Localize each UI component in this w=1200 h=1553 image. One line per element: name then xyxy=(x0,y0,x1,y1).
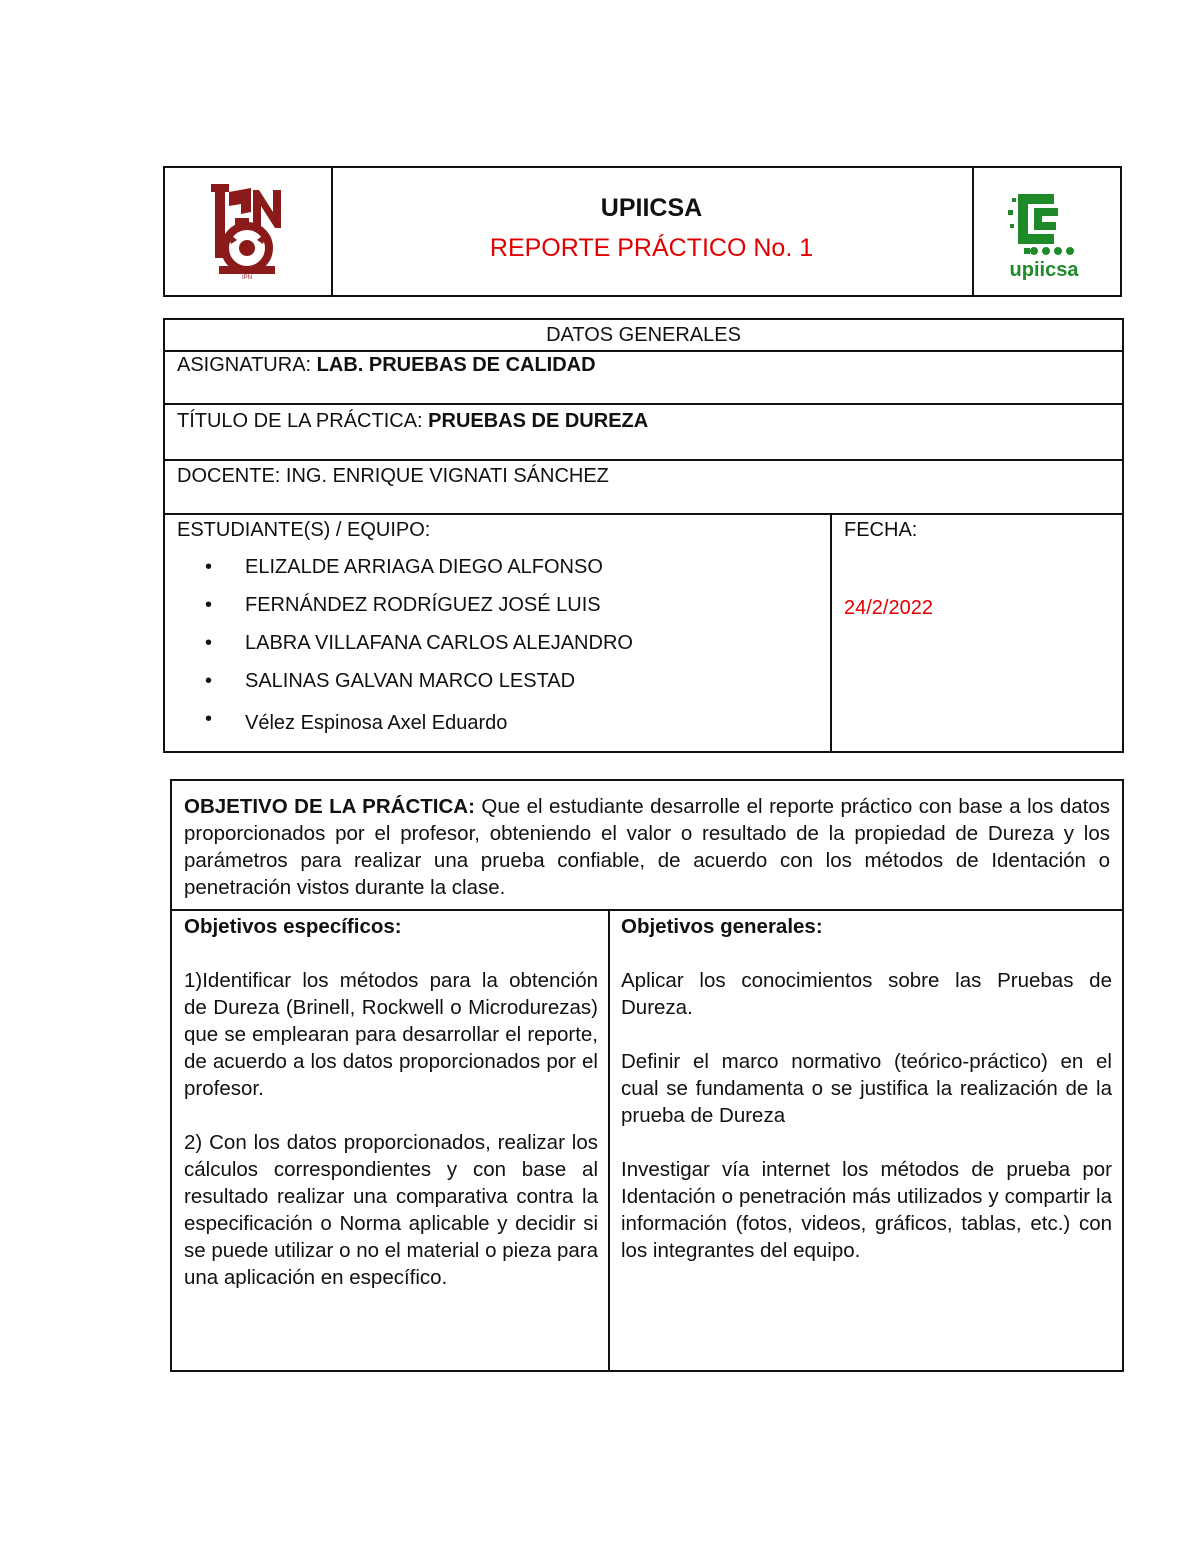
subject-row xyxy=(165,354,1122,377)
specific-objectives-heading: Objetivos específicos: xyxy=(184,915,402,938)
report-title: REPORTE PRÁCTICO No. 1 xyxy=(489,234,814,262)
list-item: • ELIZALDE ARRIAGA DIEGO ALFONSO xyxy=(205,555,633,593)
general-data-heading: DATOS GENERALES xyxy=(546,324,741,346)
list-item: 2) Con los datos proporcionados, realizar los cálculos correspondientes y con base al resultado realizar una comparativa contra la especificación o Norma aplicable y decidir si se puede utilizar o no el material o pieza para una aplicación en específico. xyxy=(184,1131,598,1289)
practice-objective-label: OBJETIVO DE LA PRÁCTICA: xyxy=(184,795,482,818)
list-item: Definir el marco normativo (teórico-práctico) en el cual se fundamenta o se justifica la realización de la prueba de Dureza xyxy=(621,1050,1112,1127)
general-objectives xyxy=(621,913,1112,1291)
subject-label: ASIGNATURA: xyxy=(177,354,317,376)
ipn-logo xyxy=(207,182,287,280)
list-item: • SALINAS GALVAN MARCO LESTAD xyxy=(205,669,633,707)
practice-title-value: PRUEBAS DE DUREZA xyxy=(428,410,649,432)
students-list xyxy=(205,555,633,749)
header-table xyxy=(163,166,1122,297)
teacher-row: DOCENTE: ING. ENRIQUE VIGNATI SÁNCHEZ xyxy=(177,465,609,487)
students-cell xyxy=(165,515,832,751)
title-cell xyxy=(331,168,974,295)
list-item: Investigar vía internet los métodos de prueba por Identación o penetración más utilizados y compartir la información (fotos, videos, gráficos, tablas, etc.) con los integrantes del equipo. xyxy=(621,1158,1112,1262)
list-item: • Vélez Espinosa Axel Eduardo xyxy=(205,707,633,749)
upiicsa-logo xyxy=(998,184,1088,284)
general-objectives-heading: Objetivos generales: xyxy=(621,915,823,938)
date-value: 24/2/2022 xyxy=(844,597,933,619)
specific-objectives xyxy=(184,913,598,1318)
date-label: FECHA: xyxy=(844,519,918,541)
objectives-table xyxy=(170,779,1124,1372)
svg-text:upiicsa: upiicsa xyxy=(1009,259,1079,281)
general-data-table xyxy=(163,318,1124,753)
list-item: • FERNÁNDEZ RODRÍGUEZ JOSÉ LUIS xyxy=(205,593,633,631)
practice-title-row xyxy=(165,410,1122,433)
list-item: Aplicar los conocimientos sobre las Pruebas de Dureza. xyxy=(621,969,1112,1019)
practice-objective xyxy=(184,793,1110,901)
subject-value: LAB. PRUEBAS DE CALIDAD xyxy=(316,354,596,376)
ipn-logo-cell xyxy=(165,168,333,295)
list-item: 1)Identificar los métodos para la obtención de Dureza (Brinell, Rockwell o Microdurezas) que se emplearan para desarrollar el reporte, de acuerdo a los datos proporcionados por el profesor. xyxy=(184,969,598,1100)
svg-text:IPN: IPN xyxy=(241,275,253,280)
practice-objective-text: Que el estudiante desarrolle el reporte práctico con base a los datos proporcionados por el profesor, obteniendo el valor o resultado de la propiedad de Dureza y los parámetros para realizar una prueba confiable, de acuerdo con los métodos de Identación o penetración vistos durante la clase. xyxy=(184,795,1110,899)
date-cell xyxy=(832,515,1122,751)
upiicsa-logo-cell xyxy=(972,168,1120,295)
practice-title-label: TÍTULO DE LA PRÁCTICA: xyxy=(177,410,429,432)
students-label: ESTUDIANTE(S) / EQUIPO: xyxy=(177,519,431,541)
school-title: UPIICSA xyxy=(600,194,703,222)
list-item: • LABRA VILLAFANA CARLOS ALEJANDRO xyxy=(205,631,633,669)
